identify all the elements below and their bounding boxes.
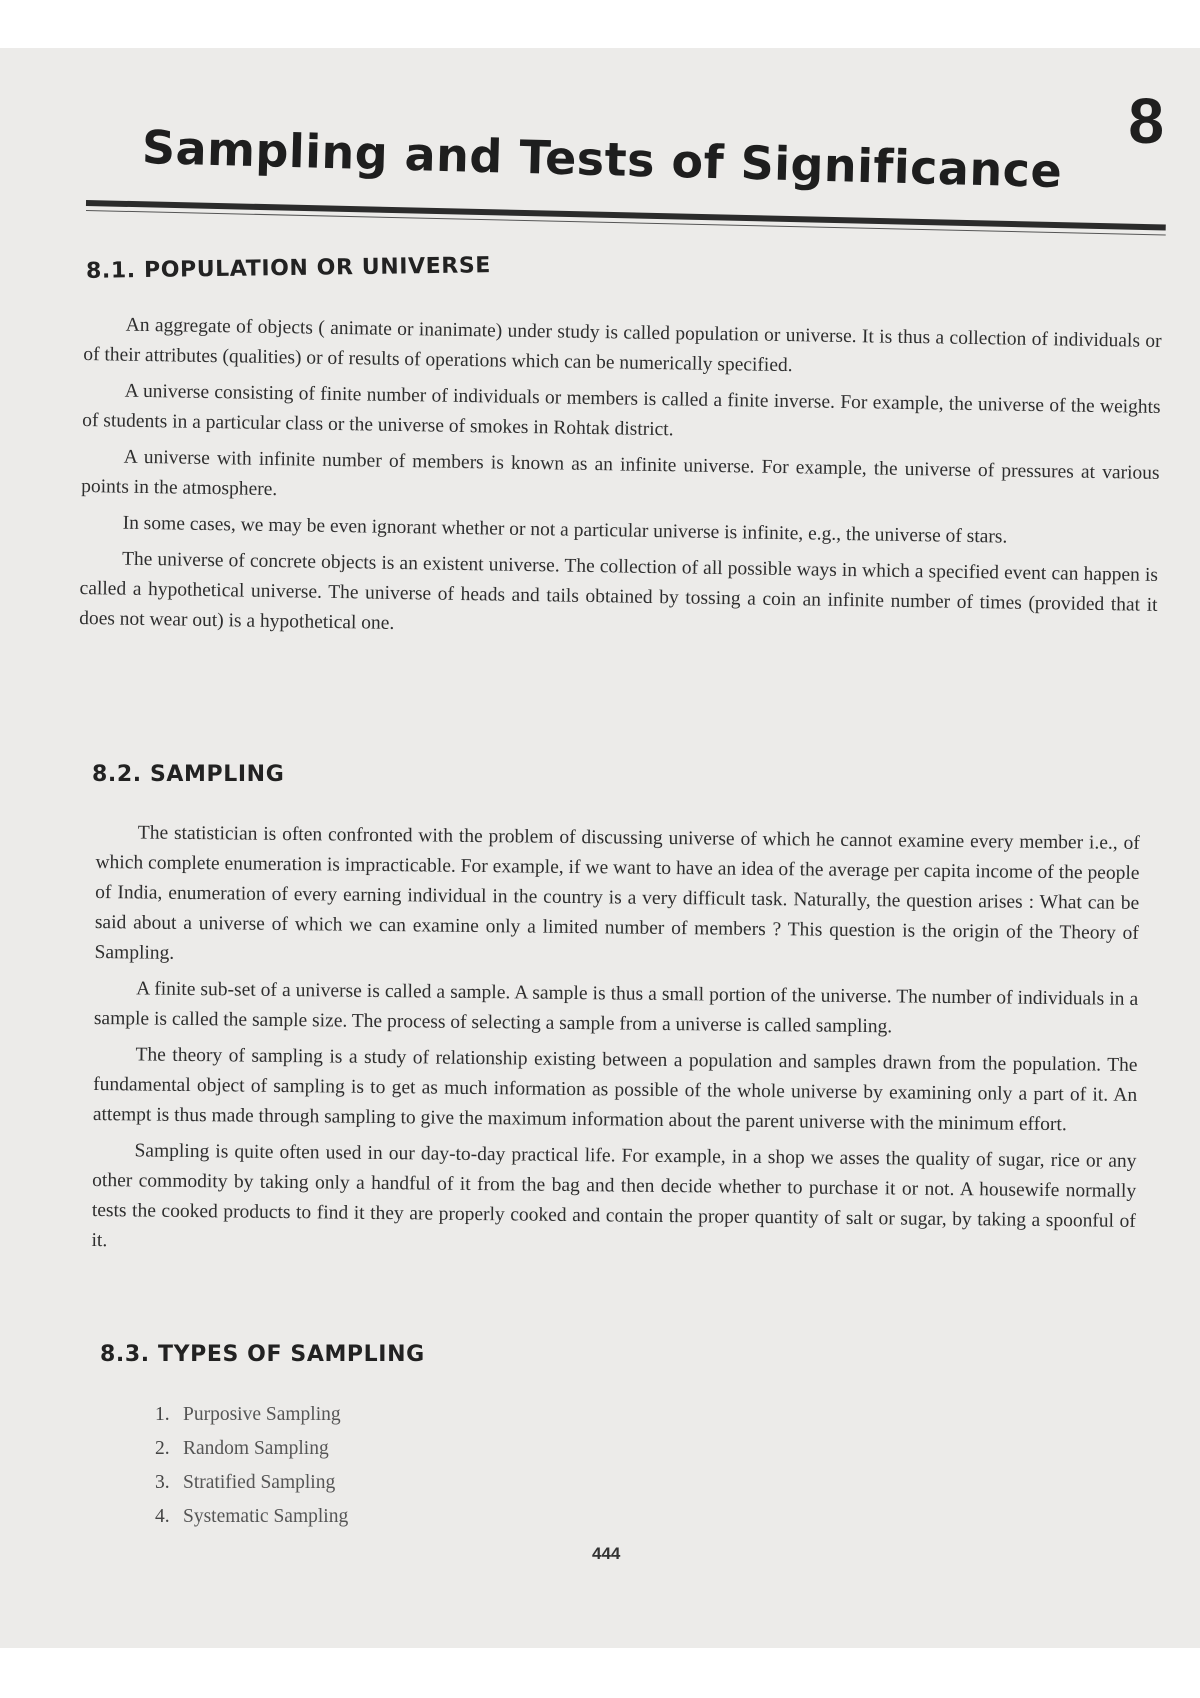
section-heading-types: 8.3. TYPES OF SAMPLING — [100, 1342, 425, 1367]
paragraph: A finite sub-set of a universe is called a sample. A sample is thus a small portion of the universe. The number of individuals in a sample is called the sample size. The process of selecting a sample from a universe is called sampling. — [93, 978, 1139, 1038]
list-item — [100, 1466, 500, 1500]
list-number: 1. — [155, 1404, 170, 1425]
list-number: 2. — [155, 1438, 170, 1459]
chapter-title: Sampling and Tests of Significance — [141, 120, 1063, 199]
list-text: Purposive Sampling — [183, 1404, 341, 1425]
list-text: Stratified Sampling — [183, 1472, 336, 1493]
paragraph: In some cases, we may be even ignorant whether or not a particular universe is infinite, e.g., the universe of stars. — [122, 512, 1008, 548]
chapter-number: 8 — [1128, 85, 1164, 157]
paragraph: The universe of concrete objects is an existent universe. The collection of all possible ways in which a specified event can happen is called a hypothetical universe. The universe of heads and tails obtained by tossing a coin an infinite number of times (provided that it does not wear out) is a hypothetical one. — [78, 548, 1159, 634]
title-rule — [86, 200, 1166, 231]
paragraph: A universe consisting of finite number of individuals or members is called a finite inverse. For example, the universe of the weights of students in a particular class or the universe of smokes in Rohtak district. — [82, 380, 1161, 441]
types-list — [100, 1398, 500, 1534]
paragraph: An aggregate of objects ( animate or inanimate) under study is called population or universe. It is thus a collection of individuals or of their attributes (qualities) or of results of operations which can be numerically specified. — [83, 314, 1162, 377]
list-text: Random Sampling — [183, 1438, 329, 1459]
paragraph: Sampling is quite often used in our day-to-day practical life. For example, in a shop we asses the quality of sugar, rice or any other commodity by taking only a handful of it from the bag and then decide whether to purchase it or not. A housewife normally tests the cooked products to find it they are properly cooked and contain the proper quantity of salt or sugar, by taking a spoonful of it. — [91, 1140, 1137, 1252]
list-number: 3. — [155, 1472, 170, 1493]
page-number: 444 — [592, 1544, 621, 1563]
book-page — [0, 48, 1200, 1648]
list-number: 4. — [155, 1506, 170, 1527]
section-body-sampling — [91, 818, 1140, 1273]
section-heading-population: 8.1. POPULATION OR UNIVERSE — [85, 253, 492, 284]
list-text: Systematic Sampling — [183, 1506, 349, 1527]
section-heading-sampling: 8.2. SAMPLING — [92, 762, 285, 787]
paragraph: A universe with infinite number of members is known as an infinite universe. For example, the universe of pressures at various points in the atmosphere. — [81, 446, 1160, 501]
paragraph: The statistician is often confronted with the problem of discussing universe of which he cannot examine every member i.e., of which complete enumeration is impracticable. For example, if we want to have an idea of the average per capita income of the people of India, enumeration of every earning individual in the country is a very difficult task. Naturally, the question arises : What can be said about a universe of which we can examine only a limited number of members ? This question is the origin of the Theory of Sampling. — [94, 822, 1140, 964]
list-item — [100, 1398, 500, 1432]
section-body-population — [79, 310, 1162, 657]
paragraph: The theory of sampling is a study of relationship existing between a population and samples drawn from the population. The fundamental object of sampling is to get as much information as possible of the whole universe by examining only a part of it. An attempt is thus made through sampling to give the maximum information about the parent universe with the minimum effort. — [92, 1044, 1138, 1136]
list-item — [100, 1432, 500, 1466]
types-list-block — [100, 1398, 500, 1534]
list-item — [100, 1500, 500, 1534]
